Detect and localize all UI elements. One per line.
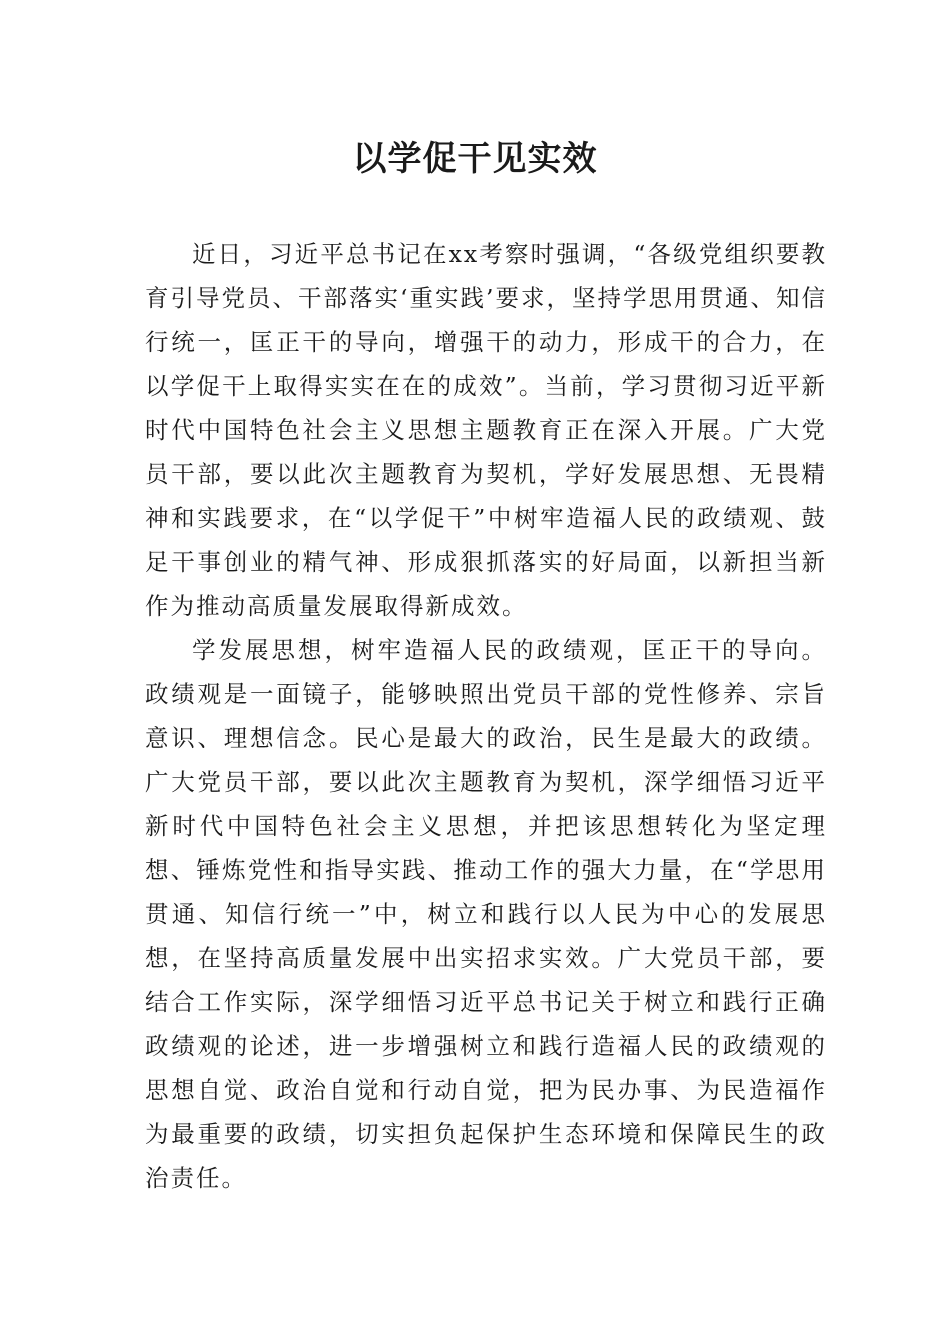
paragraph-2: 学发展思想，树牢造福人民的政绩观，匡正干的导向。政绩观是一面镜子，能够映照出党员干部的党性修养、宗旨意识、理想信念。民心是最大的政治，民生是最大的政绩。广大党员干部，要以此次主题教育为契机，深学细悟习近平新时代中国特色社会主义思想，并把该思想转化为坚定理想、锤炼党性和指导实践、推动工作的强大力量，在“学思用贯通、知信行统一”中，树立和践行以人民为中心的发展思想，在坚持高质量发展中出实招求实效。广大党员干部，要结合工作实际，深学细悟习近平总书记关于树立和践行正确政绩观的论述，进一步增强树立和践行造福人民的政绩观的思想自觉、政治自觉和行动自觉，把为民办事、为民造福作为最重要的政绩，切实担负起保护生态环境和保障民生的政治责任。: [145, 636, 827, 1192]
document-title: 以学促干见实效: [352, 139, 598, 179]
document-body: [145, 232, 827, 1200]
paragraph-1: 近日，习近平总书记在xx考察时强调，“各级党组织要教育引导党员、干部落实‘重实践’要求，坚持学思用贯通、知信行统一，匡正干的导向，增强干的动力，形成干的合力，在以学促干上取得实实在在的成效”。当前，学习贯彻习近平新时代中国特色社会主义思想主题教育正在深入开展。广大党员干部，要以此次主题教育为契机，学好发展思想、无畏精神和实践要求，在“以学促干”中树牢造福人民的政绩观、鼓足干事创业的精气神、形成狠抓落实的好局面，以新担当新作为推动高质量发展取得新成效。: [145, 240, 827, 620]
